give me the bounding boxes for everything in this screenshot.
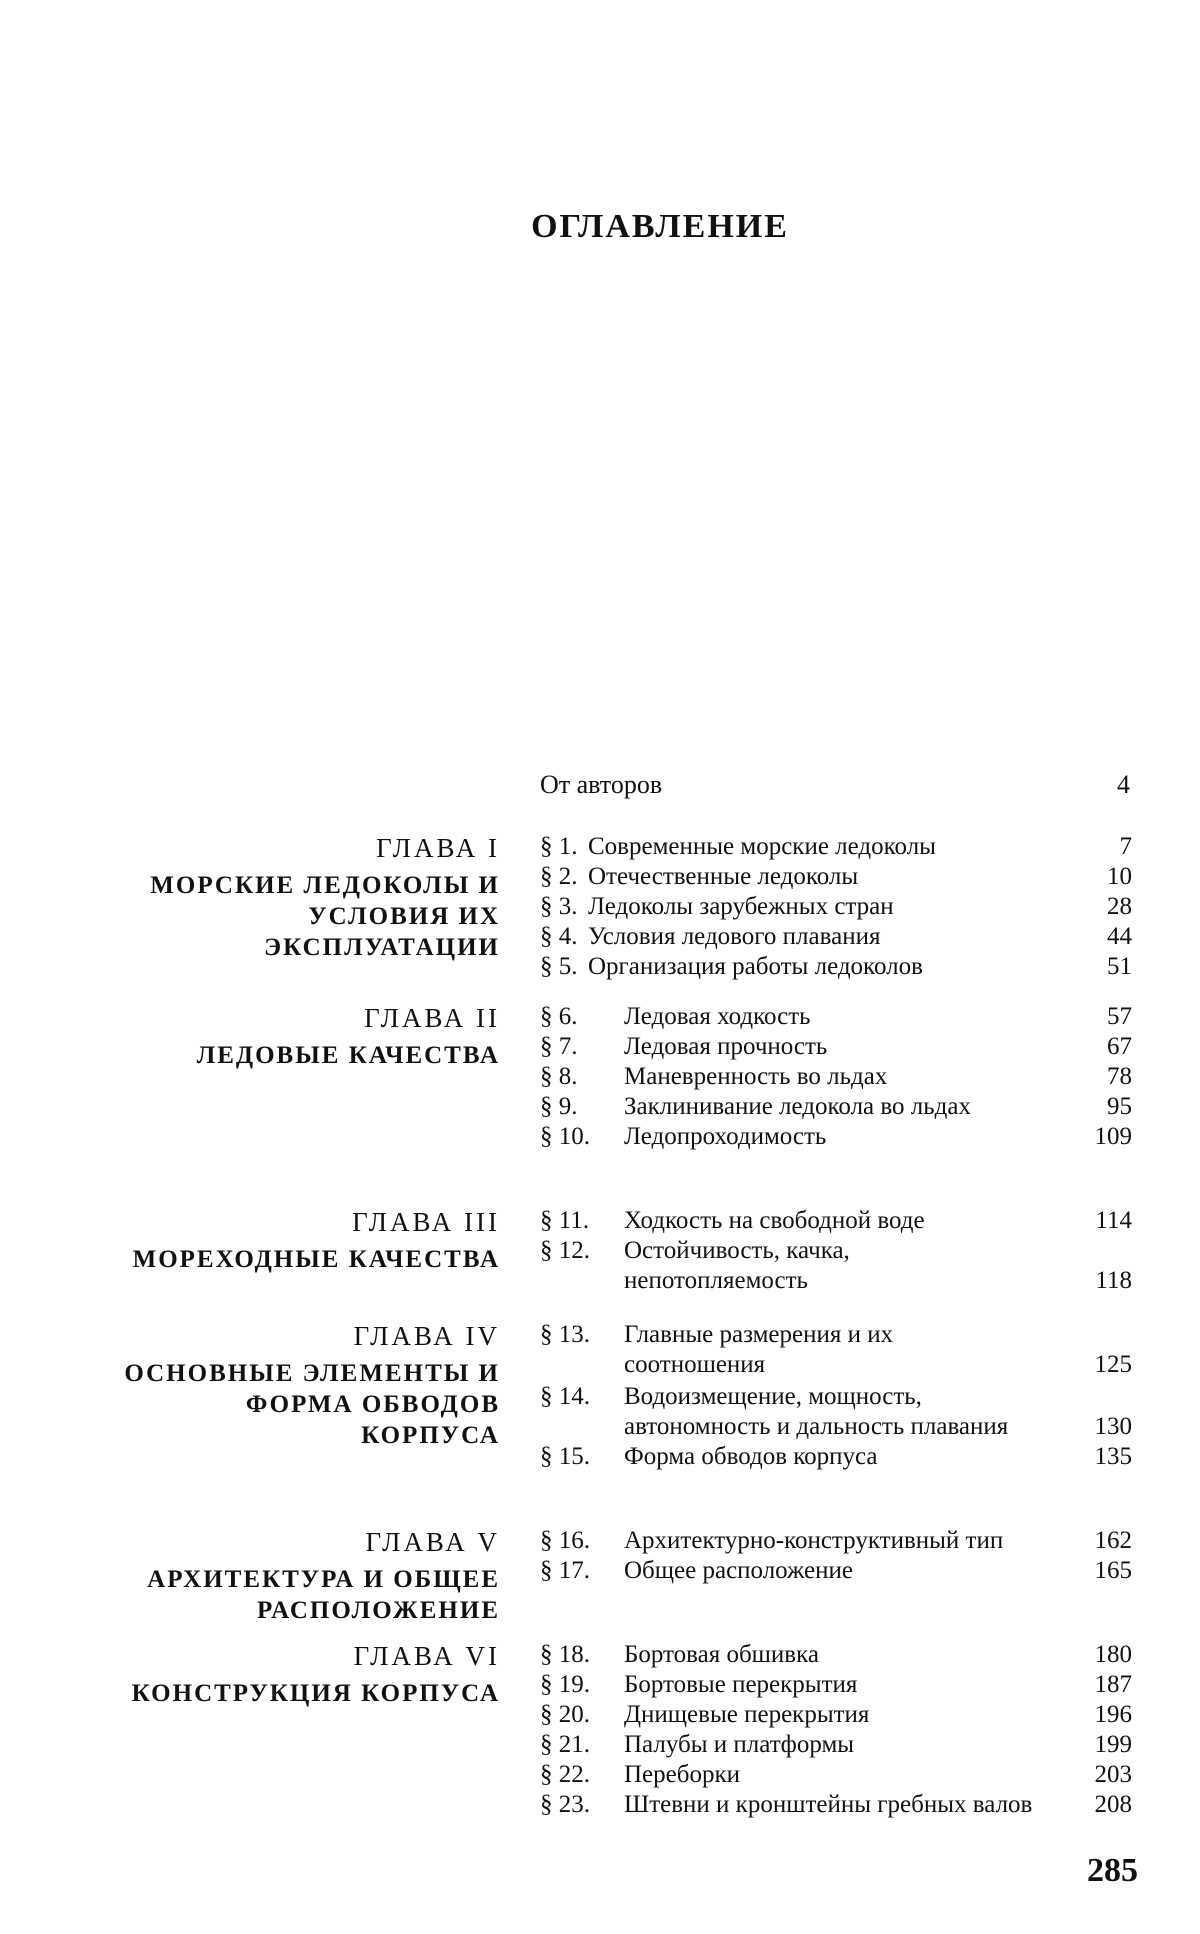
section-number: § 12. bbox=[540, 1236, 590, 1266]
toc-entry bbox=[540, 1526, 1132, 1556]
toc-entry bbox=[540, 922, 1132, 952]
section-number: § 9. bbox=[540, 1092, 578, 1122]
section-page: 208 bbox=[1095, 1790, 1133, 1820]
section-title: Штевни и кронштейны гребных валов bbox=[540, 1790, 1132, 1820]
section-page: 125 bbox=[1095, 1350, 1133, 1380]
chapter-name: КОНСТРУКЦИЯ КОРПУСА bbox=[0, 1678, 500, 1709]
toc-entry bbox=[540, 892, 1132, 922]
chapter-name: МОРСКИЕ ЛЕДОКОЛЫ И УСЛОВИЯ ИХ ЭКСПЛУАТАЦИИ bbox=[40, 870, 500, 963]
section-title: Ледовая прочность bbox=[540, 1032, 1132, 1062]
section-page: 109 bbox=[1095, 1122, 1133, 1152]
section-page: 114 bbox=[1095, 1206, 1132, 1236]
toc-entry bbox=[540, 1032, 1132, 1062]
section-number: § 23. bbox=[540, 1790, 590, 1820]
section-page: 95 bbox=[1107, 1092, 1132, 1122]
toc-entry bbox=[540, 1382, 1132, 1442]
section-number: § 3. bbox=[540, 892, 578, 922]
section-page: 28 bbox=[1107, 892, 1132, 922]
section-title: Современные морские ледоколы bbox=[540, 832, 1132, 862]
toc-intro bbox=[540, 770, 1130, 800]
toc-entry bbox=[540, 862, 1132, 892]
page-number: 285 bbox=[1087, 1852, 1138, 1890]
section-title: Остойчивость, качка, непотопляемость bbox=[540, 1236, 1132, 1296]
toc-entry bbox=[540, 1122, 1132, 1152]
section-page: 51 bbox=[1107, 952, 1132, 982]
section-page: 118 bbox=[1095, 1266, 1132, 1296]
toc-entry bbox=[540, 952, 1132, 982]
section-page: 57 bbox=[1107, 1002, 1132, 1032]
section-title: Палубы и платформы bbox=[540, 1730, 1132, 1760]
chapter-label: ГЛАВА I bbox=[40, 832, 500, 864]
section-title: Главные размерения и их соотношения bbox=[540, 1320, 1132, 1380]
chapter-label: ГЛАВА VI bbox=[0, 1640, 500, 1672]
section-title: Водоизмещение, мощность, автономность и дальность плавания bbox=[540, 1382, 1132, 1442]
section-title: Бортовая обшивка bbox=[540, 1640, 1132, 1670]
chapter-name: ОСНОВНЫЕ ЭЛЕМЕНТЫ И ФОРМА ОБВОДОВ КОРПУСА bbox=[40, 1358, 500, 1451]
section-page: 187 bbox=[1095, 1670, 1133, 1700]
section-number: § 7. bbox=[540, 1032, 578, 1062]
toc-entry bbox=[540, 1002, 1132, 1032]
section-number: § 14. bbox=[540, 1382, 590, 1412]
section-number: § 19. bbox=[540, 1670, 590, 1700]
toc-entry bbox=[540, 1640, 1132, 1670]
section-page: 203 bbox=[1095, 1760, 1133, 1790]
section-title: Ледовая ходкость bbox=[540, 1002, 1132, 1032]
section-page: 162 bbox=[1095, 1526, 1133, 1556]
section-page: 180 bbox=[1095, 1640, 1133, 1670]
section-page: 78 bbox=[1107, 1062, 1132, 1092]
section-number: § 6. bbox=[540, 1002, 578, 1032]
toc-entry bbox=[540, 1206, 1132, 1236]
section-number: § 15. bbox=[540, 1442, 590, 1472]
toc-entry bbox=[540, 1700, 1132, 1730]
section-number: § 10. bbox=[540, 1122, 590, 1152]
section-number: § 1. bbox=[540, 832, 578, 862]
page-title: ОГЛАВЛЕНИЕ bbox=[0, 208, 1200, 246]
toc-entry bbox=[540, 1790, 1132, 1820]
intro-label: От авторов bbox=[540, 770, 662, 799]
section-number: § 18. bbox=[540, 1640, 590, 1670]
chapter-label: ГЛАВА III bbox=[0, 1206, 500, 1238]
section-title: Ходкость на свободной воде bbox=[540, 1206, 1132, 1236]
section-number: § 4. bbox=[540, 922, 578, 952]
section-page: 10 bbox=[1107, 862, 1132, 892]
section-page: 196 bbox=[1095, 1700, 1133, 1730]
chapter-label: ГЛАВА II bbox=[40, 1002, 500, 1034]
toc-entry bbox=[540, 1760, 1132, 1790]
section-number: § 21. bbox=[540, 1730, 590, 1760]
section-page: 44 bbox=[1107, 922, 1132, 952]
toc-entry bbox=[540, 1556, 1132, 1586]
section-number: § 20. bbox=[540, 1700, 590, 1730]
section-title: Условия ледового плавания bbox=[540, 922, 1132, 952]
toc-entry bbox=[540, 1236, 1132, 1296]
toc-entry bbox=[540, 1320, 1132, 1380]
section-title: Организация работы ледоколов bbox=[540, 952, 1132, 982]
section-number: § 5. bbox=[540, 952, 578, 982]
section-title: Днищевые перекрытия bbox=[540, 1700, 1132, 1730]
intro-page: 4 bbox=[1117, 770, 1130, 800]
section-title: Ледоколы зарубежных стран bbox=[540, 892, 1132, 922]
section-page: 135 bbox=[1095, 1442, 1133, 1472]
section-title: Общее расположение bbox=[540, 1556, 1132, 1586]
section-title: Ледопроходимость bbox=[540, 1122, 1132, 1152]
section-title: Переборки bbox=[540, 1760, 1132, 1790]
section-title: Форма обводов корпуса bbox=[540, 1442, 1132, 1472]
section-number: § 8. bbox=[540, 1062, 578, 1092]
section-title: Заклинивание ледокола во льдах bbox=[540, 1092, 1132, 1122]
chapter-name: МОРЕХОДНЫЕ КАЧЕСТВА bbox=[0, 1244, 500, 1275]
section-number: § 2. bbox=[540, 862, 578, 892]
section-page: 7 bbox=[1120, 832, 1133, 862]
section-title: Маневренность во льдах bbox=[540, 1062, 1132, 1092]
section-number: § 16. bbox=[540, 1526, 590, 1556]
section-page: 67 bbox=[1107, 1032, 1132, 1062]
section-page: 130 bbox=[1095, 1412, 1133, 1442]
toc-entry bbox=[540, 1670, 1132, 1700]
section-number: § 11. bbox=[540, 1206, 589, 1236]
toc-entry bbox=[540, 832, 1132, 862]
toc-entry bbox=[540, 1442, 1132, 1472]
chapter-label: ГЛАВА IV bbox=[40, 1320, 500, 1352]
section-page: 165 bbox=[1095, 1556, 1133, 1586]
section-number: § 13. bbox=[540, 1320, 590, 1350]
toc-entry bbox=[540, 1062, 1132, 1092]
section-number: § 17. bbox=[540, 1556, 590, 1586]
section-title: Архитектурно-конструктивный тип bbox=[540, 1526, 1132, 1556]
chapter-name: АРХИТЕКТУРА И ОБЩЕЕ РАСПОЛОЖЕНИЕ bbox=[0, 1564, 500, 1626]
section-number: § 22. bbox=[540, 1760, 590, 1790]
section-title: Отечественные ледоколы bbox=[540, 862, 1132, 892]
section-title: Бортовые перекрытия bbox=[540, 1670, 1132, 1700]
chapter-name: ЛЕДОВЫЕ КАЧЕСТВА bbox=[40, 1040, 500, 1071]
toc-entry bbox=[540, 1092, 1132, 1122]
section-page: 199 bbox=[1095, 1730, 1133, 1760]
chapter-label: ГЛАВА V bbox=[0, 1526, 500, 1558]
toc-entry bbox=[540, 1730, 1132, 1760]
